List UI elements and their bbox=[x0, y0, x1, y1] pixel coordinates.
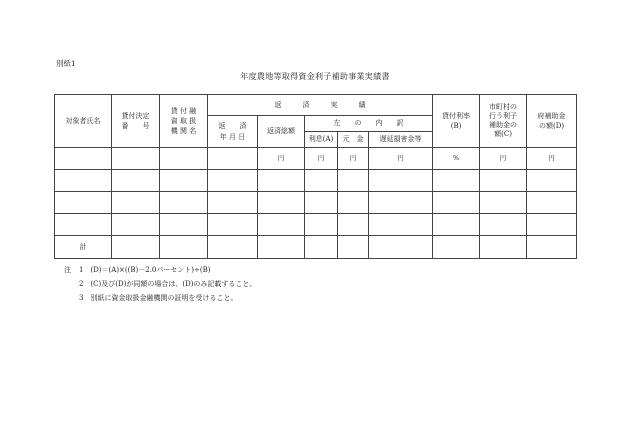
table-row bbox=[55, 192, 577, 214]
header-loan-decision-number: 貸付決定 番 号 bbox=[112, 95, 160, 148]
header-principal: 元 金 bbox=[338, 132, 369, 148]
header-loan-rate: 貸付利率 (B) bbox=[433, 95, 480, 148]
table-row bbox=[55, 148, 577, 170]
header-prefecture-subsidy: 府補助金 の額(D) bbox=[527, 95, 577, 148]
unit-late-damages: 円 bbox=[369, 148, 433, 170]
header-total-repayment: 返済総額 bbox=[258, 116, 305, 148]
unit-total-repayment: 円 bbox=[258, 148, 305, 170]
table-row bbox=[55, 214, 577, 236]
notes-label: 注 bbox=[64, 266, 71, 274]
header-breakdown: 左 の 内 訳 bbox=[305, 116, 433, 132]
total-row bbox=[55, 236, 577, 259]
unit-interest: 円 bbox=[305, 148, 338, 170]
cell-loan-decision-number bbox=[112, 148, 160, 170]
unit-prefecture-subsidy: 円 bbox=[527, 148, 577, 170]
table-row bbox=[55, 170, 577, 192]
header-late-damages: 遅延損害金等 bbox=[369, 132, 433, 148]
notes bbox=[64, 263, 256, 305]
unit-principal: 円 bbox=[338, 148, 369, 170]
note-item: 3 別紙に資金取扱金融機関の証明を受けること。 bbox=[79, 294, 238, 302]
attachment-label: 別紙1 bbox=[56, 59, 76, 68]
header-municipal-subsidy: 市町村の 行う利子 補助金の 額(C) bbox=[480, 95, 527, 148]
header-repayment-date: 返 済 年 月 日 bbox=[208, 116, 258, 148]
total-label: 計 bbox=[55, 236, 112, 259]
results-table bbox=[54, 94, 577, 259]
header-recipient-name: 対象者氏名 bbox=[55, 95, 112, 148]
note-item: 2 (C)及び(D)が同額の場合は、(D)のみ記載すること。 bbox=[79, 280, 257, 288]
page-title: 年度農地等取得資金利子補助事業実績書 bbox=[240, 72, 390, 81]
cell-recipient-name bbox=[55, 148, 112, 170]
header-lending-institution: 貸 付 融 資 取 扱 機 関 名 bbox=[160, 95, 208, 148]
cell-repayment-date bbox=[208, 148, 258, 170]
unit-loan-rate: % bbox=[433, 148, 480, 170]
note-item: 1 (D)＝(A)×((B)－2.0パーセント)÷(B) bbox=[79, 266, 211, 274]
unit-municipal-subsidy: 円 bbox=[480, 148, 527, 170]
header-interest: 利息(A) bbox=[305, 132, 338, 148]
header-repayment-record: 返 済 実 績 bbox=[208, 95, 433, 116]
cell-lending-institution bbox=[160, 148, 208, 170]
